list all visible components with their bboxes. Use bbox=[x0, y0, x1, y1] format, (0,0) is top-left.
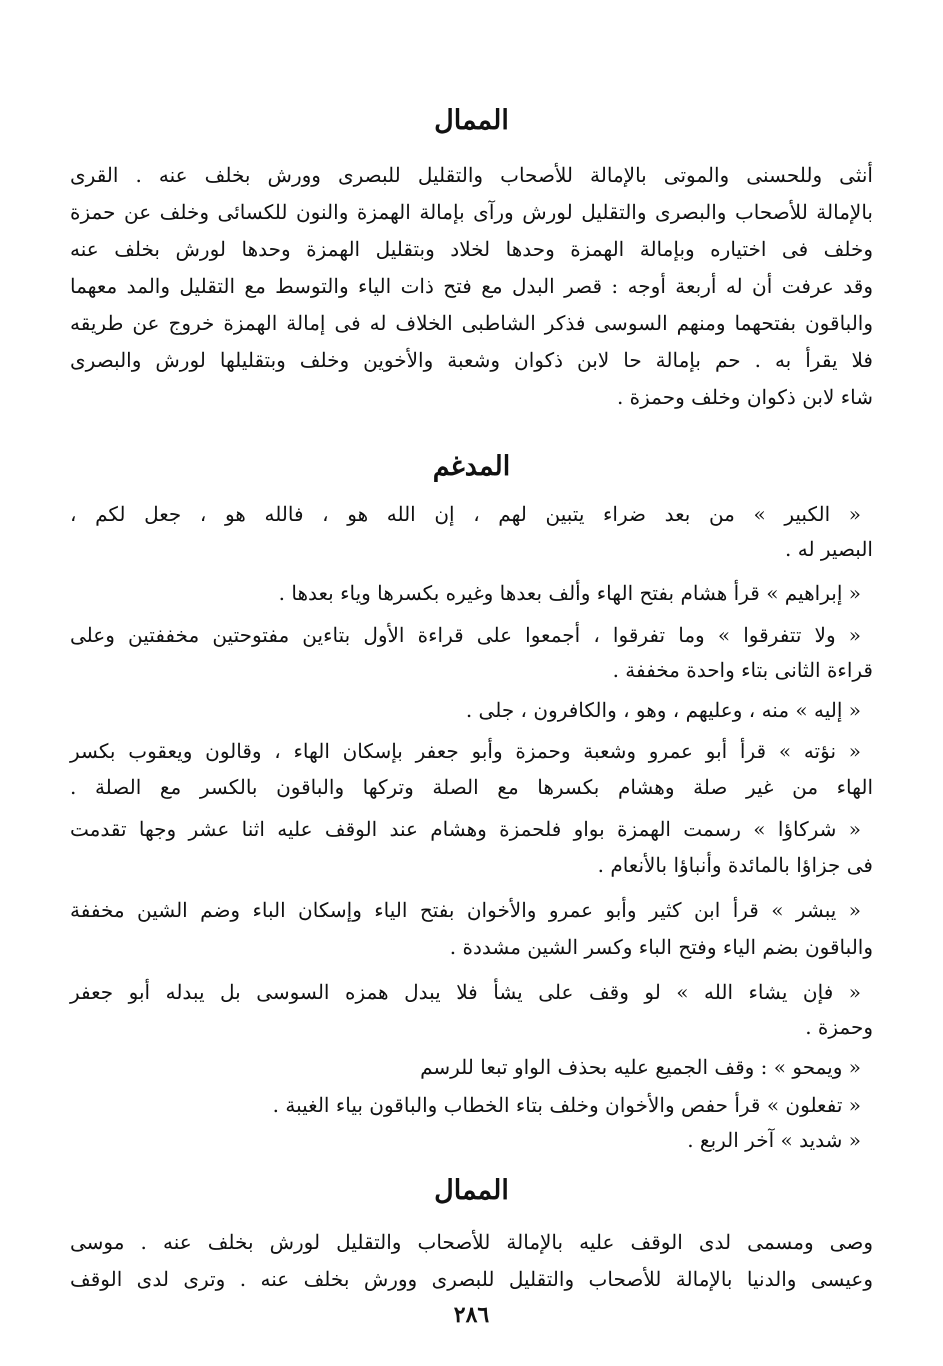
text-line: البصير له . bbox=[785, 537, 873, 561]
text-line: وصى ومسمى لدى الوقف عليه بالإمالة للأصحاب والتقليل لورش بخلف عنه . موسى bbox=[70, 1230, 873, 1254]
text-line: « ولا تتفرقوا » وما تفرقوا ، أجمعوا على قراءة الأول بتاءين مفتوحتين مخففتين وعلى bbox=[70, 623, 861, 647]
text-line: وحمزة . bbox=[805, 1015, 873, 1039]
text-line: « إبراهيم » قرأ هشام بفتح الهاء وألف بعدها وغيره بكسرها وياء بعدها . bbox=[278, 581, 861, 605]
text-line: والباقون بضم الياء وفتح الباء وكسر الشين مشددة . bbox=[449, 935, 873, 959]
text-line: فلا يقرأ به . حم بإمالة حا لابن ذكوان وشعبة والأخوين وخلف وبتقليلها لورش والبصرى bbox=[70, 348, 873, 372]
text-line: وعيسى والدنيا بالإمالة للأصحاب والتقليل للبصرى وورش بخلف عنه . وترى لدى الوقف bbox=[70, 1267, 873, 1291]
page-number: ٢٨٦ bbox=[453, 1302, 490, 1328]
text-line: « شديد » آخر الربع . bbox=[687, 1128, 861, 1152]
text-line: والباقون بفتحهما ومنهم السوسى فذكر الشاطبى الخلاف له فى إمالة الهمزة خروج عن طريقه bbox=[70, 311, 874, 335]
document-page bbox=[70, 0, 873, 1366]
text-line: « تفعلون » قرأ حفص والأخوان وخلف بتاء الخطاب والباقون بياء الغيبة . bbox=[272, 1093, 861, 1117]
text-line: « فإن يشاء الله » لو وقف على يشأ فلا يبدل همزه السوسى بل يبدله أبو جعفر bbox=[70, 980, 861, 1004]
text-line: « ويمحو » : وقف الجميع عليه بحذف الواو تبعا للرسم bbox=[420, 1055, 861, 1079]
text-line: قراءة الثانى بتاء واحدة مخففة . bbox=[612, 658, 873, 682]
text-line: وقد عرفت أن له أربعة أوجه : قصر البدل مع فتح ذات الياء والتوسط مع التقليل والمد معهما bbox=[70, 274, 873, 298]
text-line: وخلف فى اختياره وبإمالة الهمزة وحدها لخلاد وبتقليل الهمزة وحدها لورش بخلف عنه bbox=[70, 237, 873, 261]
text-line: شاء لابن ذكوان وخلف وحمزة . bbox=[616, 385, 873, 409]
text-line: فى جزاؤا بالمائدة وأنباؤا بالأنعام . bbox=[597, 853, 873, 877]
text-line: « شركاؤا » رسمت الهمزة بواو فلحمزة وهشام عند الوقف عليه اثنا عشر وجها تقدمت bbox=[70, 817, 861, 841]
text-line: « نؤته » قرأ أبو عمرو وشعبة وحمزة وأبو جعفر بإسكان الهاء ، وقالون ويعقوب بكسر bbox=[70, 739, 861, 763]
section-heading-mumal-2: الممال bbox=[434, 1175, 509, 1206]
text-line: الهاء من غير صلة وهشام بكسرها مع الصلة وتركها والباقون بالكسر مع الصلة . bbox=[70, 775, 873, 799]
text-line: بالإمالة للأصحاب والبصرى والتقليل لورش ورآى بإمالة الهمزة والنون للكسائى وخلف عن حمزة bbox=[70, 200, 873, 224]
text-line: « يبشر » قرأ ابن كثير وأبو عمرو والأخوان بفتح الياء وإسكان الباء وضم الشين مخففة bbox=[70, 898, 861, 922]
text-line: أنثى وللحسنى والموتى بالإمالة للأصحاب والتقليل للبصرى وورش بخلف عنه . القرى bbox=[70, 163, 873, 187]
section-heading-mumal: الممال bbox=[434, 105, 509, 136]
text-line: « إليه » منه ، وعليهم ، وهو ، والكافرون ، جلى . bbox=[465, 698, 861, 722]
text-line: « الكبير » من بعد ضراء يتبين لهم ، إن الله هو ، فالله هو ، جعل لكم ، bbox=[70, 502, 861, 526]
section-heading-mudgham: المدغم bbox=[432, 451, 511, 482]
